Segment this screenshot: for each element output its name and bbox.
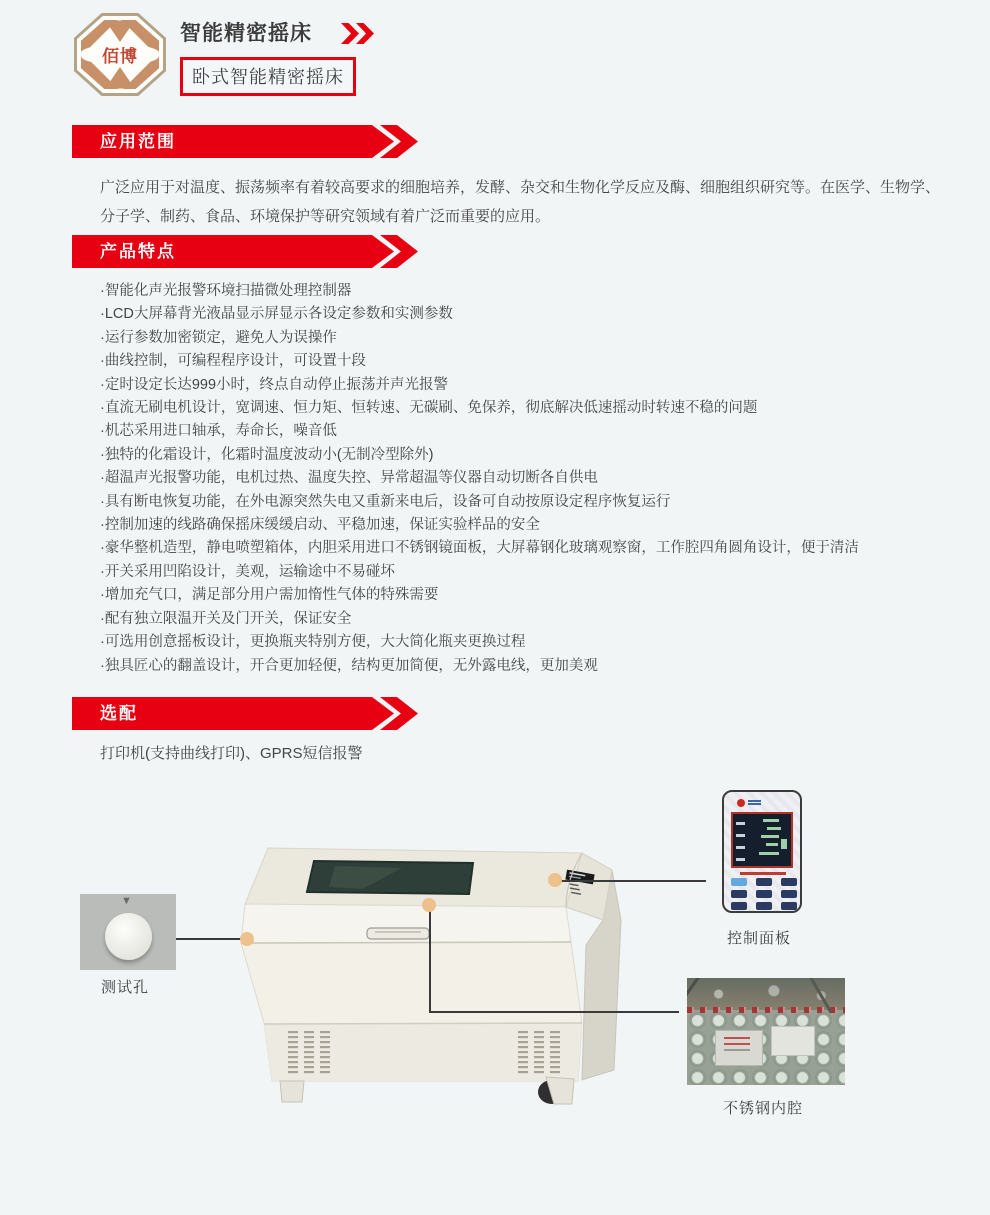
control-panel-label: 控制面板 [727,930,792,947]
feature-item: ·配有独立限温开关及门开关，保证安全 [100,610,352,627]
shaker-machine-illustration [230,825,670,1115]
section-banner-options [72,697,418,730]
feature-item: ·独特的化霜设计，化霜时温度波动小(无制冷型除外) [100,446,434,463]
section-heading-application: 应用范围 [100,132,176,151]
page-title: 智能精密摇床 [180,22,312,45]
feature-item: ·独具匠心的翻盖设计，开合更加轻便，结构更加简便，无外露电线，更加美观 [100,657,598,674]
feature-list [100,280,970,678]
double-chevron-icon [341,23,385,44]
feature-item: ·增加充气口，满足部分用户需加惰性气体的特殊需要 [100,587,439,604]
application-paragraph: 广泛应用于对温度、振荡频率有着较高要求的细胞培养，发酵、杂交和生物化学反应及酶、细胞组织研究等。在医学、生物学、分子学、制药、食品、环境保护等研究领域有着广泛而重要的应用。 [100,179,941,225]
callout-line-chamber-horizontal [429,1011,679,1013]
callout-dot-test-hole [240,932,254,946]
feature-item: ·开关采用凹陷设计，美观，运输途中不易碰坏 [100,563,395,580]
feature-item: ·可选用创意摇板设计，更换瓶夹特别方便，大大简化瓶夹更换过程 [100,634,526,651]
callout-line-test-hole [176,938,248,940]
section-heading-options: 选配 [100,704,138,723]
triangle-mark-icon: ▼ [121,895,132,907]
callout-line-control-panel [558,880,706,882]
feature-item: ·豪华整机造型，静电喷塑箱体，内胆采用进口不锈钢镜面板，大屏幕钢化玻璃观察窗，工作腔四角圆角设计，便于清洁 [100,540,859,557]
panel-brand-icon [737,799,745,807]
brand-logo-text: 佰博 [102,46,138,66]
feature-item: ·机芯采用进口轴承，寿命长，噪音低 [100,423,337,440]
panel-lcd-screen [731,812,793,868]
product-subtitle: 卧式智能精密摇床 [180,57,356,96]
feature-item: ·超温声光报警功能，电机过热、温度失控、异常超温等仪器自动切断各自供电 [100,470,598,487]
control-panel-photo [722,790,802,913]
section-banner-application [72,125,418,158]
feature-item: ·曲线控制，可编程程序设计，可设置十段 [100,353,366,370]
stainless-chamber-photo [687,978,845,1085]
section-heading-features: 产品特点 [100,242,176,261]
feature-item: ·LCD大屏幕背光液晶显示屏显示各设定参数和实测参数 [100,306,453,323]
test-hole-photo [80,894,176,970]
feature-item: ·控制加速的线路确保摇床缓缓启动、平稳加速，保证实验样品的安全 [100,517,540,534]
section-banner-features [72,235,418,268]
feature-item: ·定时设定长达999小时，终点自动停止振荡并声光报警 [100,376,449,393]
feature-item: ·运行参数加密锁定，避免人为误操作 [100,329,337,346]
feature-item: ·具有断电恢复功能，在外电源突然失电又重新来电后，设备可自动按原设定程序恢复运行 [100,493,671,510]
callout-dot-chamber [422,898,436,912]
callout-dot-control-panel [548,873,562,887]
options-text: 打印机(支持曲线打印)、GPRS短信报警 [100,745,363,762]
stainless-chamber-label: 不锈钢内腔 [723,1100,804,1117]
test-hole-label: 测试孔 [101,979,150,996]
callout-line-chamber-vertical [429,905,431,1013]
feature-item: ·直流无刷电机设计，宽调速、恒力矩、恒转速、无碳刷、免保养，彻底解决低速摇动时转速不稳的问题 [100,400,758,417]
brand-logo-icon [74,13,166,96]
feature-item: ·智能化声光报警环境扫描微处理控制器 [100,283,352,299]
